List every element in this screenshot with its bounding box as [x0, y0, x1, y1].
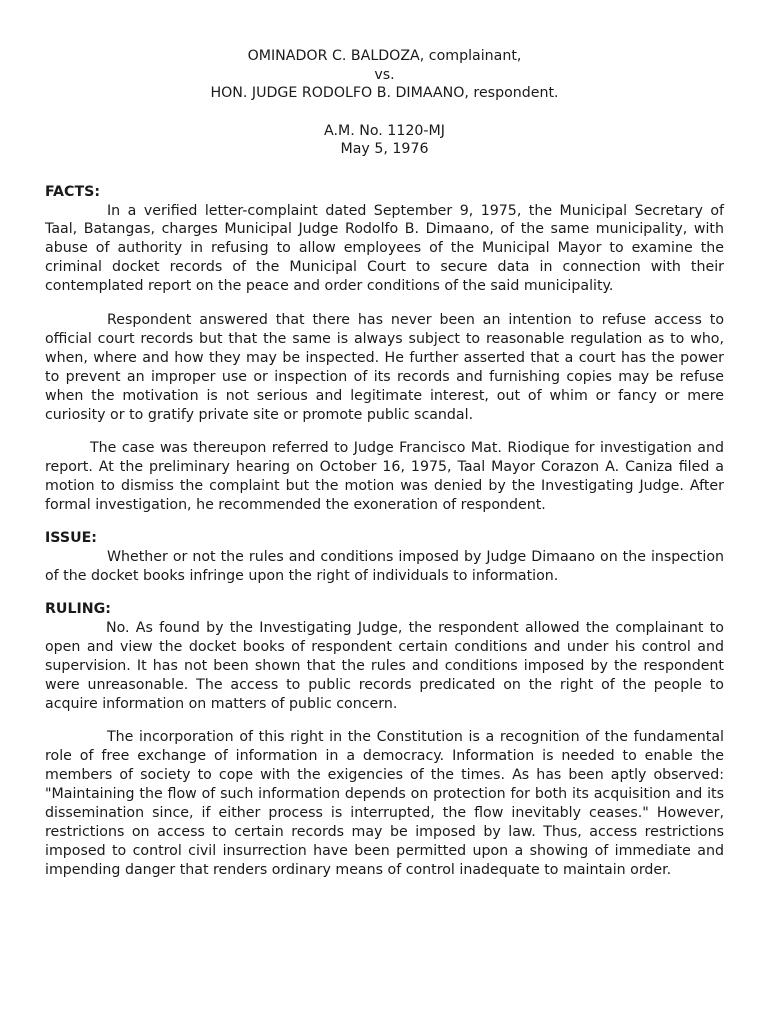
- ruling-heading: RULING:: [45, 600, 111, 617]
- facts-section: [45, 183, 724, 516]
- issue-heading: ISSUE:: [45, 530, 97, 547]
- issue-section: [45, 529, 724, 586]
- respondent-line: HON. JUDGE RODOLFO B. DIMAANO, respondent.: [210, 85, 559, 101]
- issue-paragraph: Whether or not the rules and conditions imposed by Judge Dimaano on the inspection of the docket books infringe upon the right of individuals to information.: [45, 549, 724, 584]
- facts-paragraph: In a verified letter-complaint dated September 9, 1975, the Municipal Secretary of Taal, Batangas, charges Municipal Judge Rodolfo B. Dimaano, of the same municipality, with abuse of authority in refusing to allow employees of the Municipal Mayor to examine the criminal docket records of the Municipal Court to secure data in connection with their contemplated report on the peace and order conditions of the said municipality.: [45, 202, 724, 295]
- complainant-line: OMINADOR C. BALDOZA, complainant,: [247, 48, 522, 64]
- case-caption: [45, 0, 724, 159]
- ruling-paragraph: The incorporation of this right in the Constitution is a recognition of the fundamental role of free exchange of information in a democracy. Information is needed to enable the members of society to cope with the exigencies of the times. As has been aptly observed: "Maintaining the flow of such information depends on protection for both its acquisition and its dissemination since, if either process is interrupted, the flow inevitably ceases." However, restrictions on access to certain records may be imposed by law. Thus, access restrictions imposed to control civil insurrection have been permitted upon a showing of immediate and impending danger that renders ordinary means of control inadequate to maintain order.: [45, 729, 724, 878]
- versus-line: vs.: [374, 66, 395, 83]
- facts-heading: FACTS:: [45, 183, 101, 200]
- facts-paragraph: The case was thereupon referred to Judge Francisco Mat. Riodique for investigation and report. At the preliminary hearing on October 16, 1975, Taal Mayor Corazon A. Caniza filed a motion to dismiss the complaint but the motion was denied by the Investigating Judge. After formal investigation, he recommended the exoneration of respondent.: [45, 440, 724, 514]
- ruling-section: [45, 600, 724, 880]
- case-number: A.M. No. 1120-MJ: [324, 122, 445, 139]
- decision-date: May 5, 1976: [340, 141, 429, 157]
- facts-paragraph: Respondent answered that there has never been an intention to refuse access to official court records but that the same is always subject to reasonable regulation as to who, when, where and how they may be inspected. He further asserted that a court has the power to prevent an improper use or inspection of its records and furnishing copies may be refuse when the motivation is not serious and legitimate interest, out of whim or fancy or mere curiosity or to gratify private site or promote public scandal.: [45, 312, 724, 423]
- ruling-paragraph: No. As found by the Investigating Judge, the respondent allowed the complainant to open and view the docket books of respondent certain conditions and under his control and supervision. It has not been shown that the rules and conditions imposed by the respondent were unreasonable. The access to public records predicated on the right of the people to acquire information on matters of public concern.: [45, 619, 724, 712]
